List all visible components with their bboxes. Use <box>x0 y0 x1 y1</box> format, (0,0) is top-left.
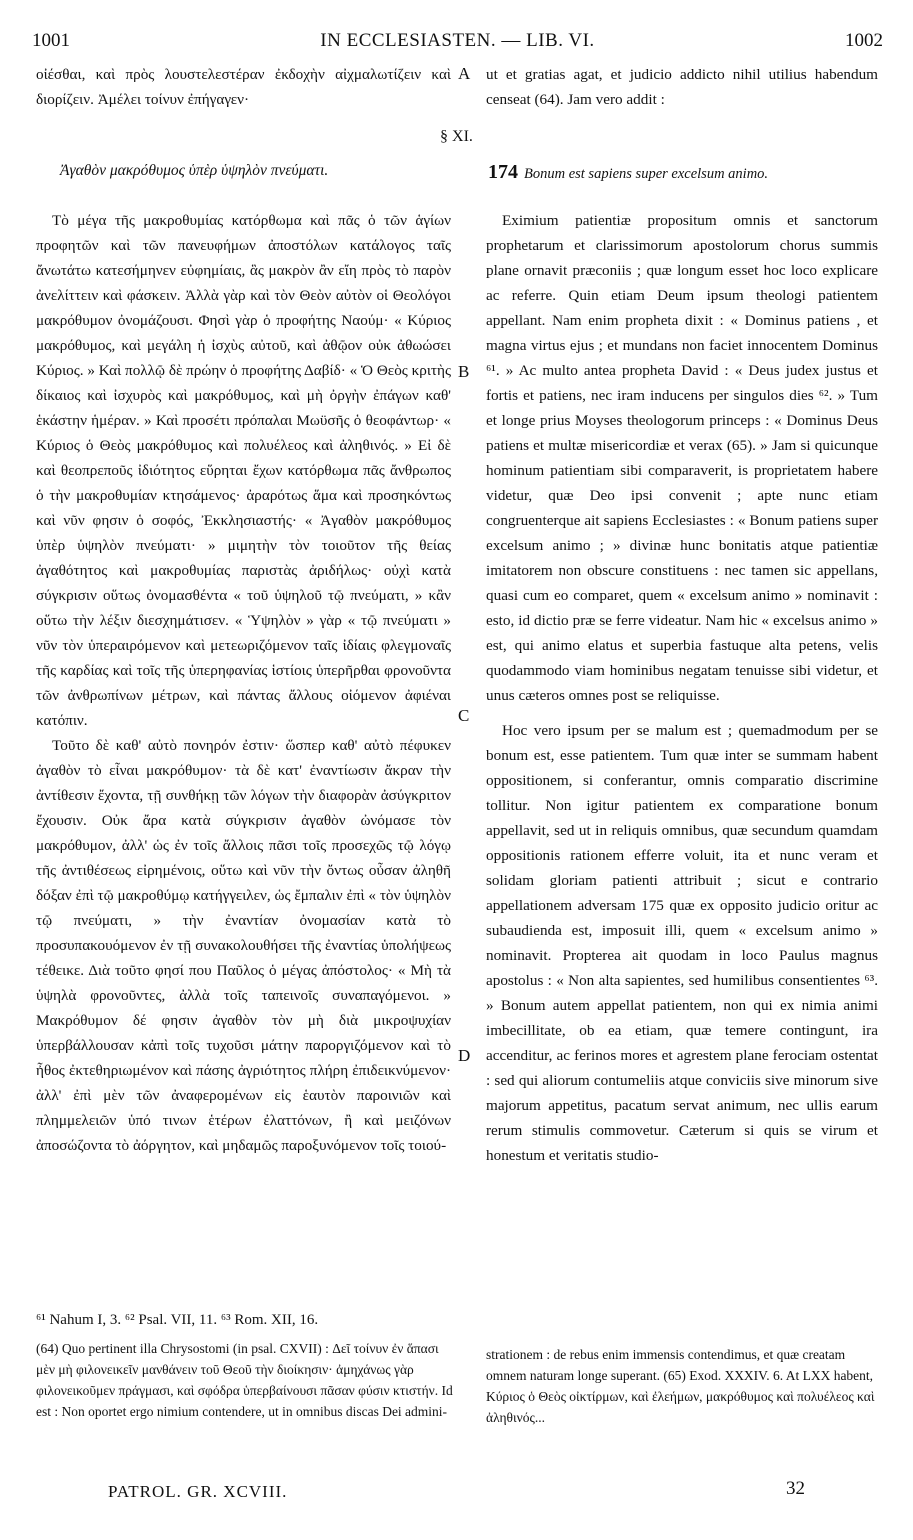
running-title: IN ECCLESIASTEN. — LIB. VI. <box>320 30 595 51</box>
greek-paragraph: Τοῦτο δὲ καθ' αὐτὸ πονηρόν ἐστιν· ὥσπερ καθ' αὐτὸ πέφυκεν ἀγαθὸν τὸ εἶναι μακρόθυμον· τὰ δὲ κατ' ἐναντίωσιν ἄκραν τὴν ἀντίθεσιν ἔχοντα, τῇ συνθήκῃ τῶν λόγων τὴν διαφορὰν ἀσύγκριτον ἔχουσιν. Οὐκ ἄρα κατὰ σύγκρισιν ἀγαθὸν ὠνόμασε τὸν μακρόθυμον, ἀλλ' ὡς ἐν τοῖς ἄλλοις πᾶσι τοῖς προσεχῶς τῷ λόγῳ τῆς ἀντιθέσεως εἰρημένοις, οὕτω καὶ νῦν τὴν ὄντως οὖσαν ἀληθῆ δόξαν ἐπὶ τῷ μακροθύμῳ κατήγγειλεν, ὡς ἔμπαλιν ἐπὶ « τὸν ὑψηλὸν τῷ πνεύματι, » τὴν ἐναντίαν ὀνομασίαν κατὰ τὸ προσυπακουόμενον ἐν τῇ συνακολουθήσει τῆς ἐναντίας ὑπολήψεως τέθεικε. Διὰ τοῦτο φησί που Παῦλος ὁ μέγας ἀπόστολος· « Μὴ τὰ ὑψηλὰ φρονοῦντες, ἀλλὰ τοῖς ταπεινοῖς συναπαγόμενοι. » Μακρόθυμον δέ φησιν ἀγαθὸν τὸν μὴ διὰ μικροψυχίαν ὑπερβάλλουσαν κἀπὶ τοῖς τυχοῦσι μάτην παροργιζόμενον καὶ τὸ ἦθος ἐκτεθηριωμένον καὶ πάσης ἀγριότητος πλήρη ἐπιδεικνύμενον· ἀλλ' ἐπὶ μὲν τῶν ἀναφερομένων εἰς ἑαυτὸν παροινιῶν καὶ πλημμελειῶν ὑπό τινων ἑτέρων ἐλαττόνων, ἢ καὶ μειζόνων ἀποσώζοντα τὸ ἀόργητον, καὶ μηδαμῶς παροξυνόμενον τοῖς τοιού- <box>36 737 451 1154</box>
greek-column <box>36 208 451 1158</box>
latin-paragraph: Hoc vero ipsum per se malum est ; quemadmodum per se bonum est, esse patientem. Tum quæ inter se summam habent oppositionem, si conferantur, omnis comparatio discrimine tollitur. Non igitur patientem ex comparatione bonum appellavit, sed ut in reliquis omnibus, quæ secundum quamdam oppositionis rationem efferre voluit, ita et nunc veram et solidam gloriam patienti attribuit ; sicut e contrario appellationem adversam 175 quæ ex opposito judicio oritur ac subaudienda est, imposuit illi, quem « excelsum animo » nominavit. Propterea ait quodam in loco Paulus magnus apostolus : « Non alta sapientes, sed humilibus consentientes ⁶³. » Bonum autem appellat patientem, non qui ex nimia animi imbecillitate, ob ea etiam, quæ temere contingunt, ira accenditur, ac ferinos mores et agrestem plane ferociam ostentat : sed qui aliorum contumeliis atque conviciis sive minorum sive majorum appetitus, pacatum servat animum, nec ullis earum rerum stimulis commovetur. Cæterum si quis se virum et honestum et veritatis studio- <box>486 722 878 1164</box>
latin-lemma-text: Bonum est sapiens super excelsum animo. <box>524 166 769 182</box>
latin-top-text: ut et gratias agat, et judicio addicto nihil utilius habendum censeat (64). Jam vero addit : <box>486 66 878 108</box>
footer-volume: PATROL. GR. XCVIII. <box>108 1482 288 1501</box>
greek-top-text: οἰέσθαι, καὶ πρὸς λουστελεστέραν ἐκδοχὴν αἰχμαλωτίζειν καὶ διορίζειν. Ἀμέλει τοίνυν ἐπήγαγεν· <box>36 66 451 108</box>
latin-column <box>486 208 878 1168</box>
latin-lemma <box>488 160 880 186</box>
left-column-number: 1001 <box>32 30 70 51</box>
section-heading: § XI. <box>440 128 473 145</box>
footnote-left: (64) Quo pertinent illa Chrysostomi (in psal. CXVII) : Δεῖ τοίνυν ἐν ἅπασι μὲν μὴ φιλονεικεῖν μανθάνειν τοῦ Θεοῦ τὴν διοίκησιν· ἀμηχάνως γὰρ φιλονεικοῦμεν πράγμασι, καὶ σφόδρα ὑπερβαίνουσι πᾶσαν φύσιν κτιστήν. Id est : Non oportet ergo nimium contendere, ut in omnibus discas Dei admini- <box>36 1341 453 1419</box>
scripture-footnotes: ⁶¹ Nahum I, 3. ⁶² Psal. VII, 11. ⁶³ Rom. XII, 16. <box>36 1312 319 1328</box>
footnote-right: strationem : de rebus enim immensis contendimus, et quæ creatam omnem naturam longe superant. (65) Exod. XXXIV. 6. At LXX habent, Κύριος ὁ Θεὸς οἰκτίρμων, καὶ ἐλεήμων, μακρόθυμος καὶ πολυέλεος καὶ ἀληθινός... <box>486 1347 875 1425</box>
greek-lemma: Ἀγαθὸν μακρόθυμος ὑπὲρ ὑψηλὸν πνεύματι. <box>60 162 329 179</box>
latin-lemma-number: 174 <box>488 161 518 183</box>
margin-marker-c: C <box>458 706 470 725</box>
latin-paragraph: Eximium patientiæ propositum omnis et sanctorum prophetarum et clarissimorum apostolorum chorus summis plane ornavit præconiis ; quæ longum esset hoc loco explicare ac referre. Quin etiam Deum ipsum theologi patientem appellant. Nam enim propheta dixit : « Dominus patiens , et magna virtus ejus ; et mundans non faciet innocentem Dominus ⁶¹. » Ac multo antea propheta David : « Deus judex justus et fortis et patiens, nec iram inducens per singulos dies ⁶². » Tum et longe prius Moyses theologorum princeps : « Dominus Deus patiens et multæ misericordiæ et verax (65). » Jam si quicunque hominum patientiam sibi comparaverit, is proprietatem habere videtur, quæ Deo ipsi convenit ; apte nunc etiam congruenterque ait sapiens Ecclesiastes : « Bonum patiens super excelsum animo ; » divinæ hunc bonitatis atque patientiæ imitatorem non obscure constituens : nec tamen sic appellans, quasi cum eo comparet, quem « excelsum animo » nominavit : esto, id dictio præ se ferre videatur. Nam hic « excelsus animo » est, qui animo elatus et superbia fastuque alta petens, velis quodammodo viam hominibus negatam tenuisse sibi videtur, et unus cæteros omnes post se reliquisse. <box>486 212 878 704</box>
margin-marker-a: A <box>458 64 471 83</box>
margin-marker-d: D <box>458 1046 471 1065</box>
running-header <box>32 30 883 58</box>
greek-paragraph: Τὸ μέγα τῆς μακροθυμίας κατόρθωμα καὶ πᾶς ὁ τῶν ἁγίων προφητῶν καὶ τῶν πανευφήμων ἀποστόλων κατάλογος ταῖς ἄνωτάτω κατεσήμηνεν εὐφημίαις, ἃς μακρὸν ἂν εἴη πρὸς τὸ παρὸν ἀνελίττειν καὶ φάσκειν. Ἀλλὰ γὰρ καὶ τὸν Θεὸν αὐτὸν οἱ Θεολόγοι μακρόθυμον ὀνομάζουσι. Φησὶ γὰρ ὁ προφήτης Ναούμ· « Κύριος μακρόθυμος, καὶ μεγάλη ἡ ἰσχὺς αὐτοῦ, καὶ ἀθῷον οὐκ ἀθωώσει Κύριος. » Καὶ πολλῷ δὲ πρώην ὁ προφήτης Δαβίδ· « Ὁ Θεὸς κριτὴς δίκαιος καὶ ἰσχυρὸς καὶ μακρόθυμος, καὶ μὴ ὀργὴν ἐπάγων καθ' ἑκάστην ἡμέραν. » Καὶ προσέτι πρόπαλαι Μωϋσῆς ὁ θεοφάντωρ· « Κύριος ὁ Θεὸς μακρόθυμος καὶ πολυέλεος καὶ ἀληθινός. » Εἰ δὲ καὶ θεοπρεποῦς ἰδιότητος εὕρηται ἔχων κατόρθωμα πᾶς ἄνθρωπος ὁ τὴν μακροθυμίαν κτησάμενος· ἀραρότως ἅμα καὶ προσηκόντως καὶ νῦν φησιν ὁ σοφός, Ἐκκλησιαστής· « Ἀγαθὸν μακρόθυμος ὑπὲρ ὑψηλὸν πνεύματι· » μιμητὴν τὸν τοιοῦτον τῆς θείας ἀγαθότητος καὶ μακροθυμίας παριστὰς ἀριδήλως· οὐχὶ κατὰ σύγκρισιν οὕτως ὀνομασθέντα « τοῦ ὑψηλοῦ τῷ πνεύματι, » κἂν οὕτω τὴν λέξιν διεσχημάτισεν. « Ὑψηλὸν » γὰρ « τῷ πνεύματι » νῦν τὸν ὑπεραιρόμενον καὶ μετεωριζόμενον ταῖς ἰδίαις φλεγμοναῖς τῆς καρδίας καὶ τοῖς τῆς ὑπερηφανίας ἱστίοις ὑπερῆρθαι φρονοῦντα τῶν ἀνθρωπίνων μέτρων, καὶ πάντας ἄλλους οἰόμενον ἀφιέναι κατόπιν. <box>36 212 451 729</box>
margin-marker-b: B <box>458 362 470 381</box>
right-column-number: 1002 <box>845 30 883 51</box>
footer-signature: 32 <box>786 1478 805 1499</box>
